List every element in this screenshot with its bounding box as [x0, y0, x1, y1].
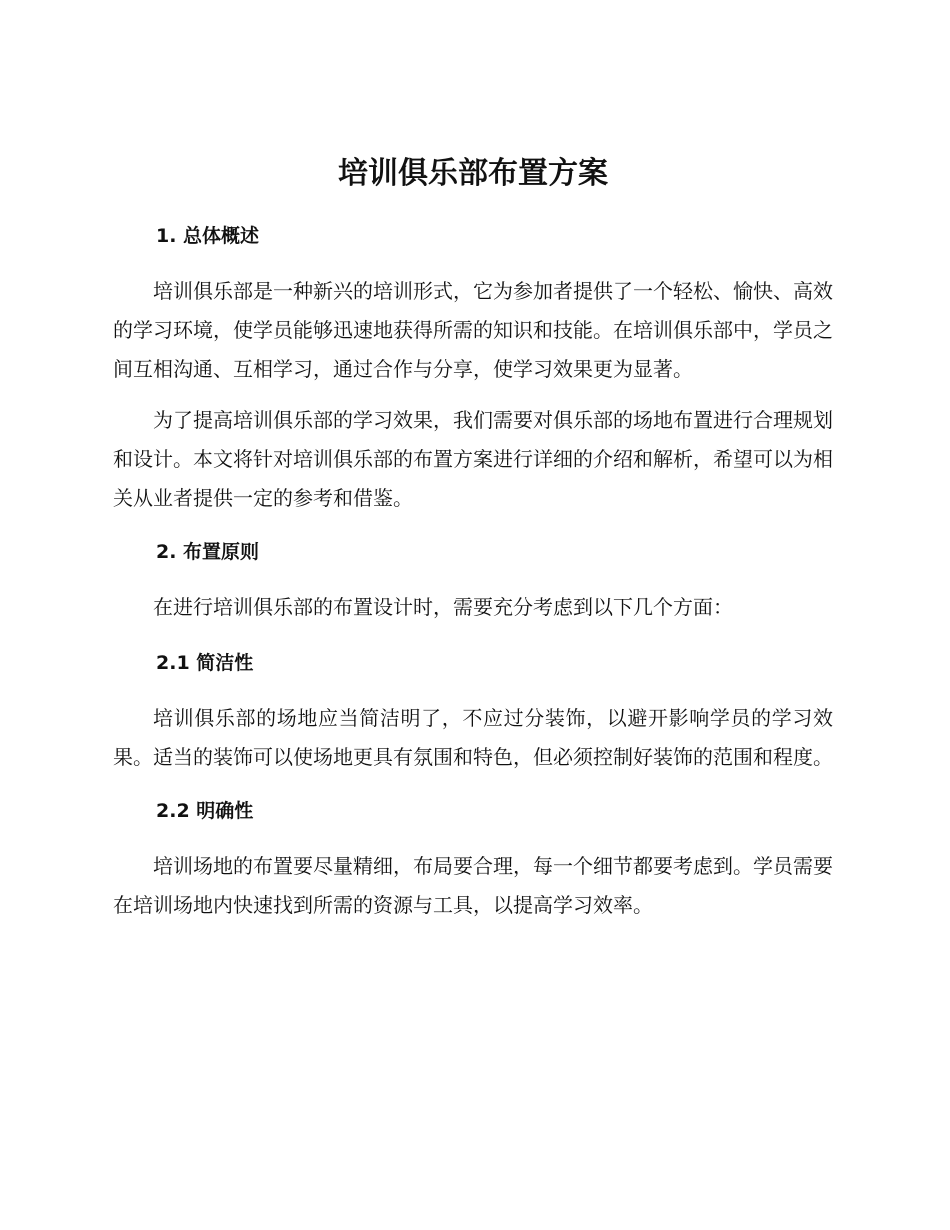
overview-paragraph-2: 为了提高培训俱乐部的学习效果，我们需要对俱乐部的场地布置进行合理规划和设计。本文将针对培训俱乐部的布置方案进行详细的介绍和解析，希望可以为相关从业者提供一定的参考和借鉴。 [113, 408, 833, 510]
paragraph-spacer [113, 389, 833, 401]
section-heading-principles: 2. 布置原则 [156, 541, 260, 563]
paragraph-spacer [113, 627, 833, 641]
document-title: 培训俱乐部布置方案 [338, 156, 608, 191]
subheading-simplicity: 2.1 简洁性 [156, 652, 254, 674]
principles-intro: 在进行培训俱乐部的布置设计时，需要充分考虑到以下几个方面： [153, 595, 733, 619]
document-content [113, 150, 833, 925]
heading-spacer [113, 258, 833, 272]
section-heading-overview: 1. 总体概述 [156, 225, 260, 247]
simplicity-paragraph: 培训俱乐部的场地应当简洁明了，不应过分装饰，以避开影响学员的学习效果。适当的装饰可以使场地更具有氛围和特色，但必须控制好装饰的范围和程度。 [113, 706, 833, 769]
title-spacer [113, 198, 833, 214]
heading-spacer [113, 574, 833, 588]
heading-spacer [113, 833, 833, 847]
overview-paragraph-1: 培训俱乐部是一种新兴的培训形式，它为参加者提供了一个轻松、愉快、高效的学习环境，使学员能够迅速地获得所需的知识和技能。在培训俱乐部中，学员之间互相沟通、互相学习，通过合作与分享，使学习效果更为显著。 [113, 279, 833, 381]
clarity-paragraph: 培训场地的布置要尽量精细，布局要合理，每一个细节都要考虑到。学员需要在培训场地内快速找到所需的资源与工具，以提高学习效率。 [113, 854, 833, 917]
heading-spacer [113, 685, 833, 699]
paragraph-spacer [113, 518, 833, 530]
subheading-clarity: 2.2 明确性 [156, 800, 254, 822]
paragraph-spacer [113, 777, 833, 789]
